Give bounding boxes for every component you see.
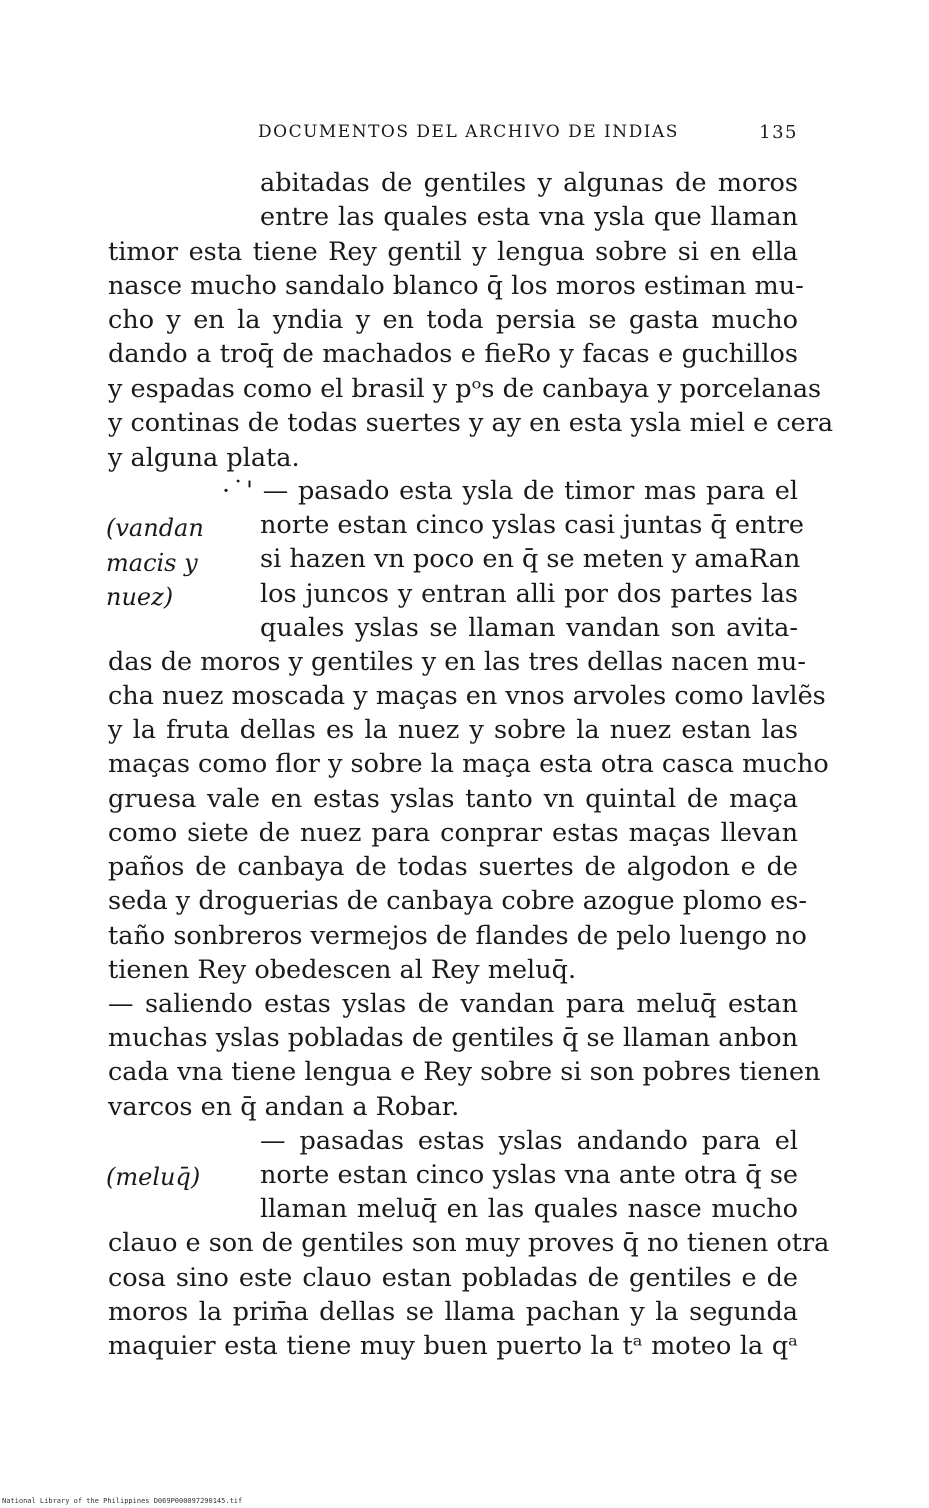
- text-line: — pasadas estas yslas andando para el: [260, 1126, 798, 1156]
- scan-footer: National Library of the Philippines D069P000097290145.tif: [2, 1497, 243, 1505]
- text-line: y alguna plata.: [108, 443, 300, 473]
- margin-note-nuez: nuez): [106, 583, 174, 611]
- header-title: DOCUMENTOS DEL ARCHIVO DE INDIAS: [258, 122, 679, 142]
- text-line: entre las quales esta vna ysla que llaman: [260, 202, 798, 232]
- text-line: ·˙' — pasado esta ysla de timor mas para el: [222, 476, 798, 506]
- text-line: tienen Rey obedescen al Rey meluq̄.: [108, 955, 577, 985]
- text-line: dando a troq̄ de machados e fieRo y facas e guchillos: [108, 339, 798, 369]
- text-line: — saliendo estas yslas de vandan para meluq̄ estan: [108, 989, 798, 1019]
- text-line: quales yslas se llaman vandan son avita-: [260, 613, 798, 643]
- text-line: llaman meluq̄ en las quales nasce mucho: [260, 1194, 798, 1224]
- text-line: cha nuez moscada y maças en vnos arvoles como lavlẽs: [108, 681, 826, 711]
- margin-note-vandan: (vandan: [106, 514, 204, 542]
- text-line: cho y en la yndia y en toda persia se gasta mucho: [108, 305, 798, 335]
- text-line: paños de canbaya de todas suertes de algodon e de: [108, 852, 798, 882]
- text-line: y la fruta dellas es la nuez y sobre la nuez estan las: [108, 715, 798, 745]
- text-line: varcos en q̄ andan a Robar.: [108, 1092, 460, 1122]
- text-line: cada vna tiene lengua e Rey sobre si son pobres tienen: [108, 1057, 821, 1087]
- text-line: abitadas de gentiles y algunas de moros: [260, 168, 798, 198]
- text-line: muchas yslas pobladas de gentiles q̄ se llaman anbon: [108, 1023, 798, 1053]
- margin-note-meluq: (meluq̄): [106, 1163, 201, 1191]
- text-line: norte estan cinco yslas vna ante otra q̄ se: [260, 1160, 798, 1190]
- text-line: moros la prim̄a dellas se llama pachan y la segunda: [108, 1297, 798, 1327]
- text-line: los juncos y entran alli por dos partes las: [260, 579, 798, 609]
- text-line: norte estan cinco yslas casi juntas q̄ entre: [260, 510, 804, 540]
- page-number: 135: [759, 122, 798, 143]
- text-line: taño sonbreros vermejos de flandes de pelo luengo no: [108, 921, 807, 951]
- text-line: cosa sino este clauo estan pobladas de gentiles e de: [108, 1263, 798, 1293]
- text-line: timor esta tiene Rey gentil y lengua sobre si en ella: [108, 237, 798, 267]
- text-line: gruesa vale en estas yslas tanto vn quintal de maça: [108, 784, 798, 814]
- text-line: como siete de nuez para conprar estas maças llevan: [108, 818, 798, 848]
- text-line: si hazen vn poco en q̄ se meten y amaRan: [260, 544, 801, 574]
- margin-note-macis: macis y: [106, 549, 198, 577]
- text-line: y espadas como el brasil y pᵒs de canbaya y porcelanas: [108, 374, 822, 404]
- text-line: maças como flor y sobre la maça esta otra casca mucho: [108, 749, 829, 779]
- text-line: seda y droguerias de canbaya cobre azogue plomo es-: [108, 886, 807, 916]
- text-line: y continas de todas suertes y ay en esta ysla miel e cera: [108, 408, 834, 438]
- text-line: nasce mucho sandalo blanco q̄ los moros estiman mu-: [108, 271, 804, 301]
- text-line: maquier esta tiene muy buen puerto la tᵃ moteo la qᵃ: [108, 1331, 798, 1361]
- text-line: clauo e son de gentiles son muy proves q̄ no tienen otra: [108, 1228, 830, 1258]
- text-line: das de moros y gentiles y en las tres dellas nacen mu-: [108, 647, 806, 677]
